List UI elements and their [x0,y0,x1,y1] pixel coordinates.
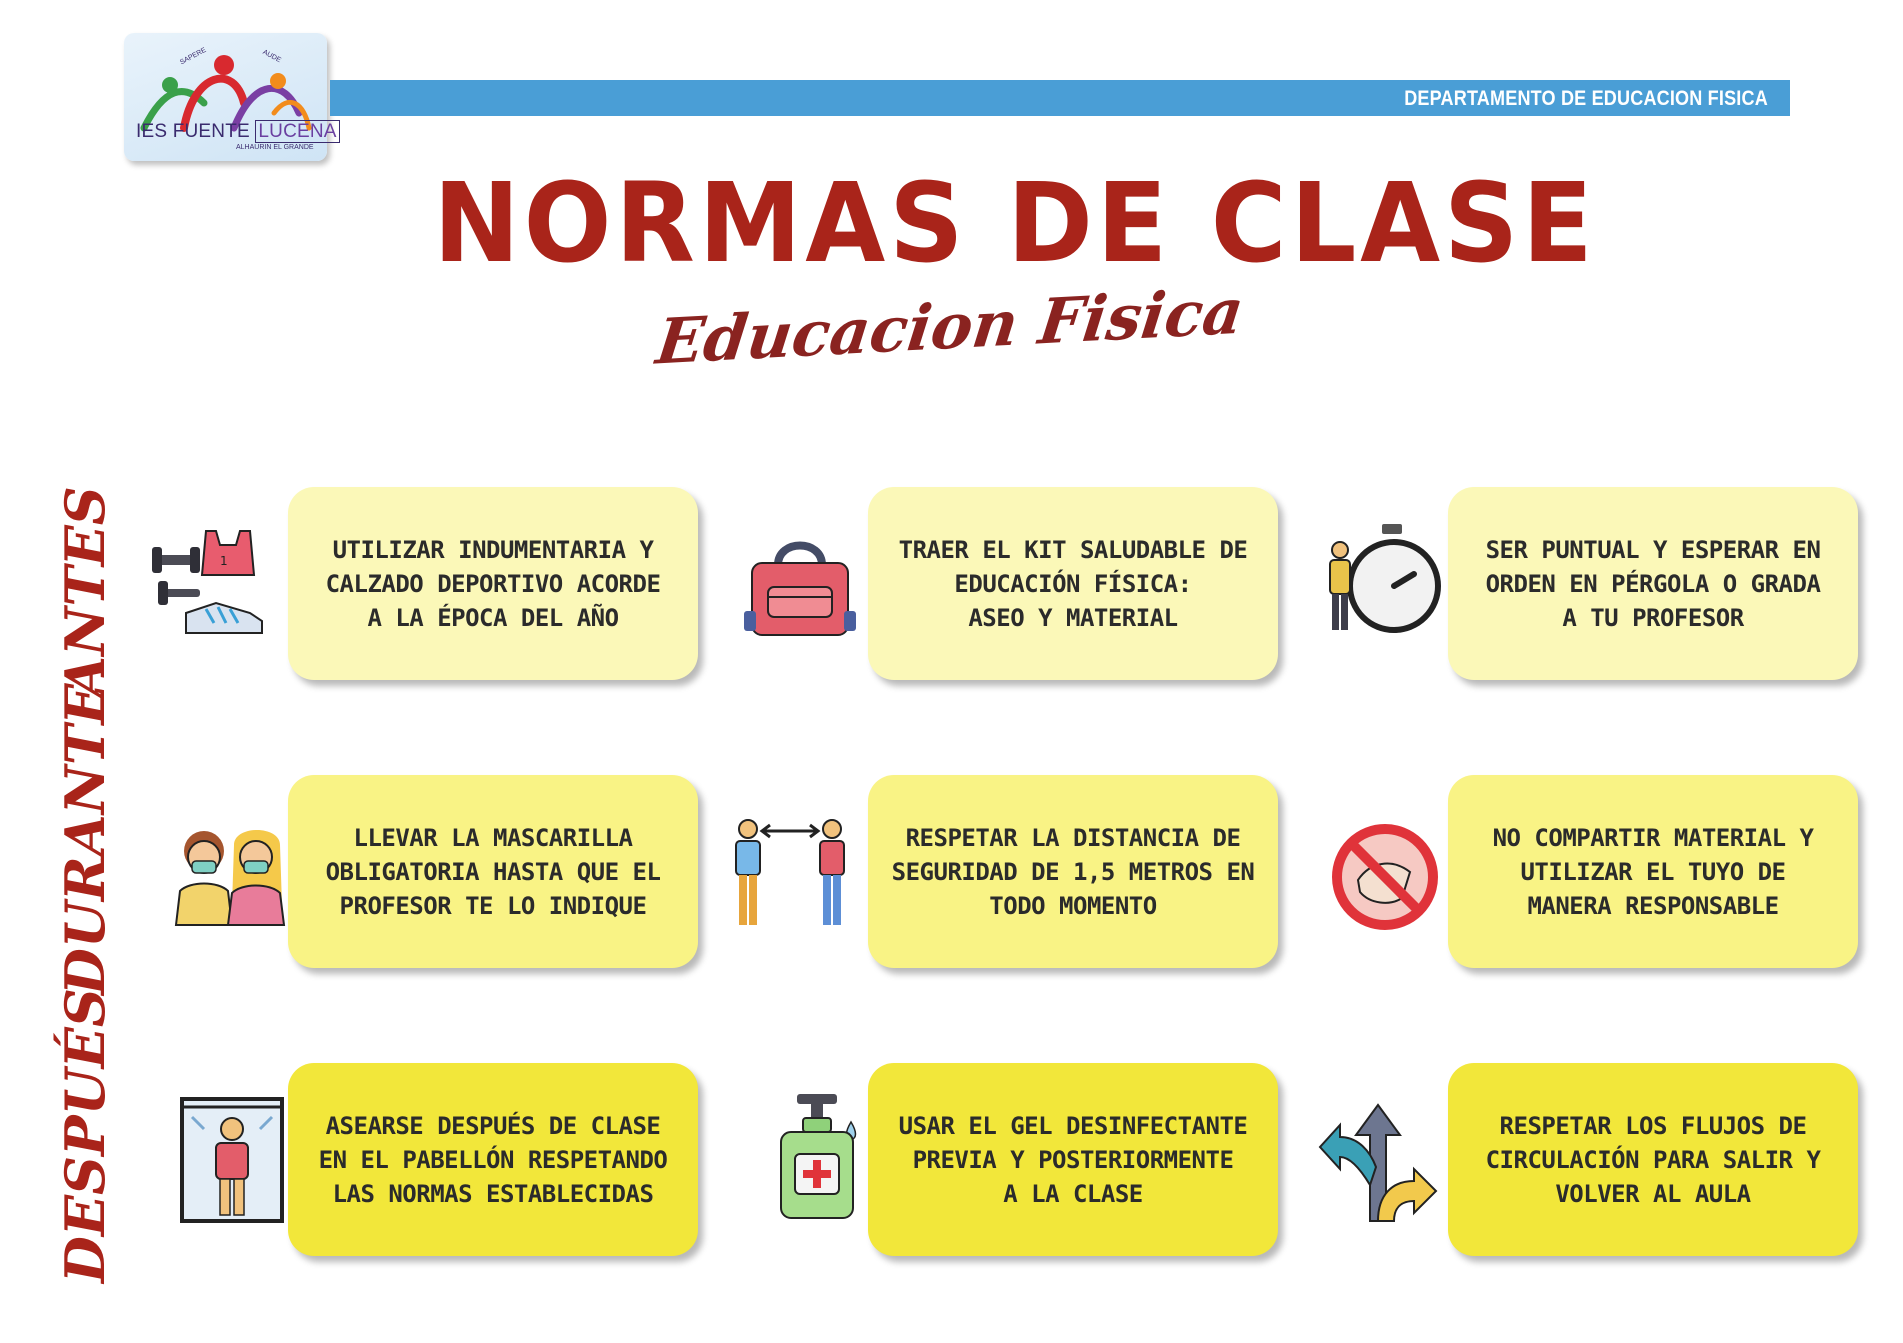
rule-text: RESPETAR LOS FLUJOS DE CIRCULACIÓN PARA SALIR Y VOLVER AL AULA [1485,1111,1821,1208]
rule-card-distancia [868,775,1278,968]
gym-bag-icon [740,525,860,645]
sportswear-icon [150,525,270,645]
school-logo [124,33,337,161]
direction-arrows-icon [1318,1095,1438,1215]
logo-location: ALHAURIN EL GRANDE [236,144,314,151]
masked-people-icon [170,815,290,935]
rule-text: RESPETAR LA DISTANCIA DE SEGURIDAD DE 1,5 METROS EN TODO MOMENTO [891,823,1255,920]
rule-card-kit-saludable [868,487,1278,680]
section-label-durante: DURANTE [53,683,117,995]
department-label: DEPARTAMENTO DE EDUCACION FISICA [1404,87,1768,110]
rule-card-asearse [288,1063,698,1256]
page-subtitle: Educacion Fisica [652,274,1248,379]
rule-text: UTILIZAR INDUMENTARIA Y CALZADO DEPORTIVO ACORDE A LA ÉPOCA DEL AÑO [325,535,661,632]
logo-name-highlight: LUCENA [255,120,339,143]
page-title: NORMAS DE CLASE [433,159,1597,287]
department-bar [330,80,1790,116]
rule-text: NO COMPARTIR MATERIAL Y UTILIZAR EL TUYO DE MANERA RESPONSABLE [1492,823,1814,920]
section-label-despues: DESPUÉS [53,988,117,1283]
no-handshake-icon [1330,822,1450,942]
shower-icon [178,1095,298,1215]
rule-card-material [1448,775,1858,968]
rule-card-gel [868,1063,1278,1256]
rule-card-indumentaria [288,487,698,680]
rule-card-puntual [1448,487,1858,680]
rule-text: ASEARSE DESPUÉS DE CLASE EN EL PABELLÓN RESPETANDO LAS NORMAS ESTABLECIDAS [318,1111,668,1208]
logo-name: IES FUENTE [136,121,250,142]
rule-text: USAR EL GEL DESINFECTANTE PREVIA Y POSTERIORMENTE A LA CLASE [898,1111,1248,1208]
rule-card-flujos [1448,1063,1858,1256]
social-distance-icon [730,815,850,935]
svg-text:1: 1 [220,554,228,568]
section-label-antes: ANTES [53,486,117,698]
rule-text: LLEVAR LA MASCARILLA OBLIGATORIA HASTA QUE EL PROFESOR TE LO INDIQUE [325,823,661,920]
logo-motto-right: AUDE [261,48,282,65]
rule-text: SER PUNTUAL Y ESPERAR EN ORDEN EN PÉRGOLA O GRADA A TU PROFESOR [1485,535,1821,632]
rule-text: TRAER EL KIT SALUDABLE DE EDUCACIÓN FÍSICA: ASEO Y MATERIAL [898,535,1248,632]
stopwatch-person-icon [1322,522,1442,642]
logo-school-name [136,121,340,143]
logo-motto-left: SAPERE [179,46,208,67]
rule-card-mascarilla [288,775,698,968]
